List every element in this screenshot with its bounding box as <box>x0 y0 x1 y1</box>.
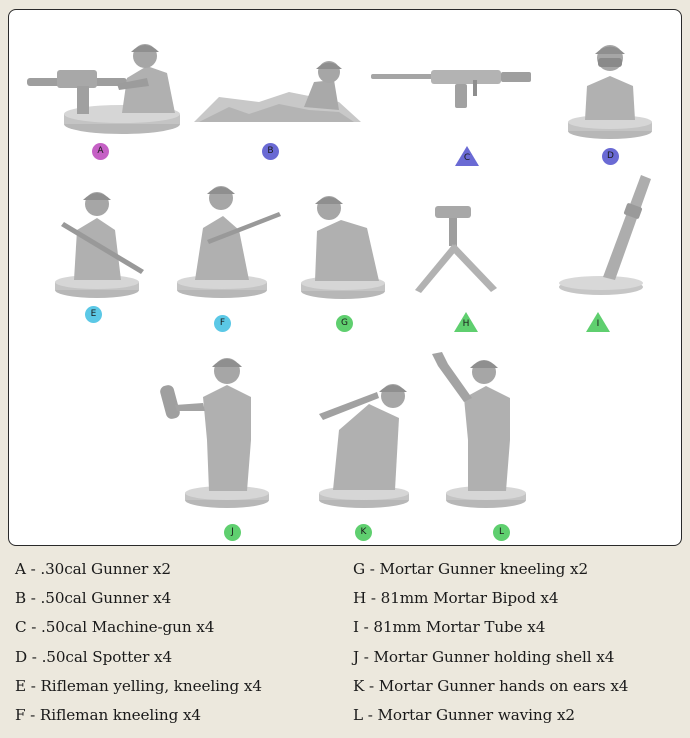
mortar-tube-icon <box>553 175 663 300</box>
figure-c-label: C <box>463 153 471 163</box>
figure-l-miniature <box>424 348 534 510</box>
figure-c-badge <box>455 146 479 166</box>
mortar-gunner-miniature-icon <box>424 348 534 510</box>
figure-e-miniature <box>49 170 149 300</box>
mortar-gunner-miniature-icon <box>293 176 393 301</box>
figure-e-badge: E <box>85 306 102 323</box>
mortar-gunner-miniature-icon <box>309 370 419 510</box>
legend-item-l: L - Mortar Gunner waving x2 <box>353 705 575 724</box>
legend-item-f: F - Rifleman kneeling x4 <box>15 705 201 724</box>
figure-l-badge: L <box>493 524 510 541</box>
legend-item-e: E - Rifleman yelling, kneeling x4 <box>15 676 262 695</box>
prone-gunner-icon <box>189 52 369 132</box>
gunner-miniature-icon <box>27 28 187 138</box>
legend-item-b: B - .50cal Gunner x4 <box>15 589 172 608</box>
figure-j-badge: J <box>224 524 241 541</box>
figure-c-miniature <box>371 62 536 117</box>
figure-a-miniature <box>27 28 187 138</box>
machine-gun-icon <box>371 62 536 117</box>
figure-d-badge: D <box>602 148 619 165</box>
figure-i-badge <box>586 312 610 332</box>
mortar-bipod-icon <box>405 200 505 300</box>
figure-a-badge: A <box>92 143 109 160</box>
legend-item-j: J - Mortar Gunner holding shell x4 <box>353 647 615 666</box>
figure-k-badge: K <box>355 524 372 541</box>
rifleman-miniature-icon <box>49 170 149 300</box>
legend-item-h: H - 81mm Mortar Bipod x4 <box>353 589 559 608</box>
figure-d-miniature <box>565 36 655 141</box>
figure-k-miniature <box>309 370 419 510</box>
legend-item-a: A - .30cal Gunner x2 <box>15 560 171 578</box>
legend-item-k: K - Mortar Gunner hands on ears x4 <box>353 676 629 695</box>
figure-i-miniature <box>553 175 663 300</box>
rifleman-miniature-icon <box>167 170 287 300</box>
figure-h-label: H <box>462 319 470 329</box>
figure-b-miniature <box>189 52 369 132</box>
legend-item-c: C - .50cal Machine-gun x4 <box>15 618 215 637</box>
legend-column-right <box>353 560 628 735</box>
figure-h-miniature <box>405 200 505 300</box>
legend-column-left <box>15 560 262 735</box>
parts-legend <box>15 560 685 735</box>
figure-g-badge: G <box>336 315 353 332</box>
spotter-miniature-icon <box>565 36 655 141</box>
legend-item-g: G - Mortar Gunner kneeling x2 <box>353 560 589 578</box>
legend-item-d: D - .50cal Spotter x4 <box>15 647 173 666</box>
figure-f-miniature <box>167 170 287 300</box>
miniatures-photo-panel <box>8 9 682 546</box>
figure-g-miniature <box>293 176 393 301</box>
mortar-gunner-miniature-icon <box>159 345 269 510</box>
figure-i-label: I <box>596 319 600 329</box>
figure-b-badge: B <box>262 143 279 160</box>
legend-item-i: I - 81mm Mortar Tube x4 <box>353 618 546 637</box>
figure-f-badge: F <box>214 315 231 332</box>
figure-h-badge <box>454 312 478 332</box>
figure-j-miniature <box>159 345 269 510</box>
